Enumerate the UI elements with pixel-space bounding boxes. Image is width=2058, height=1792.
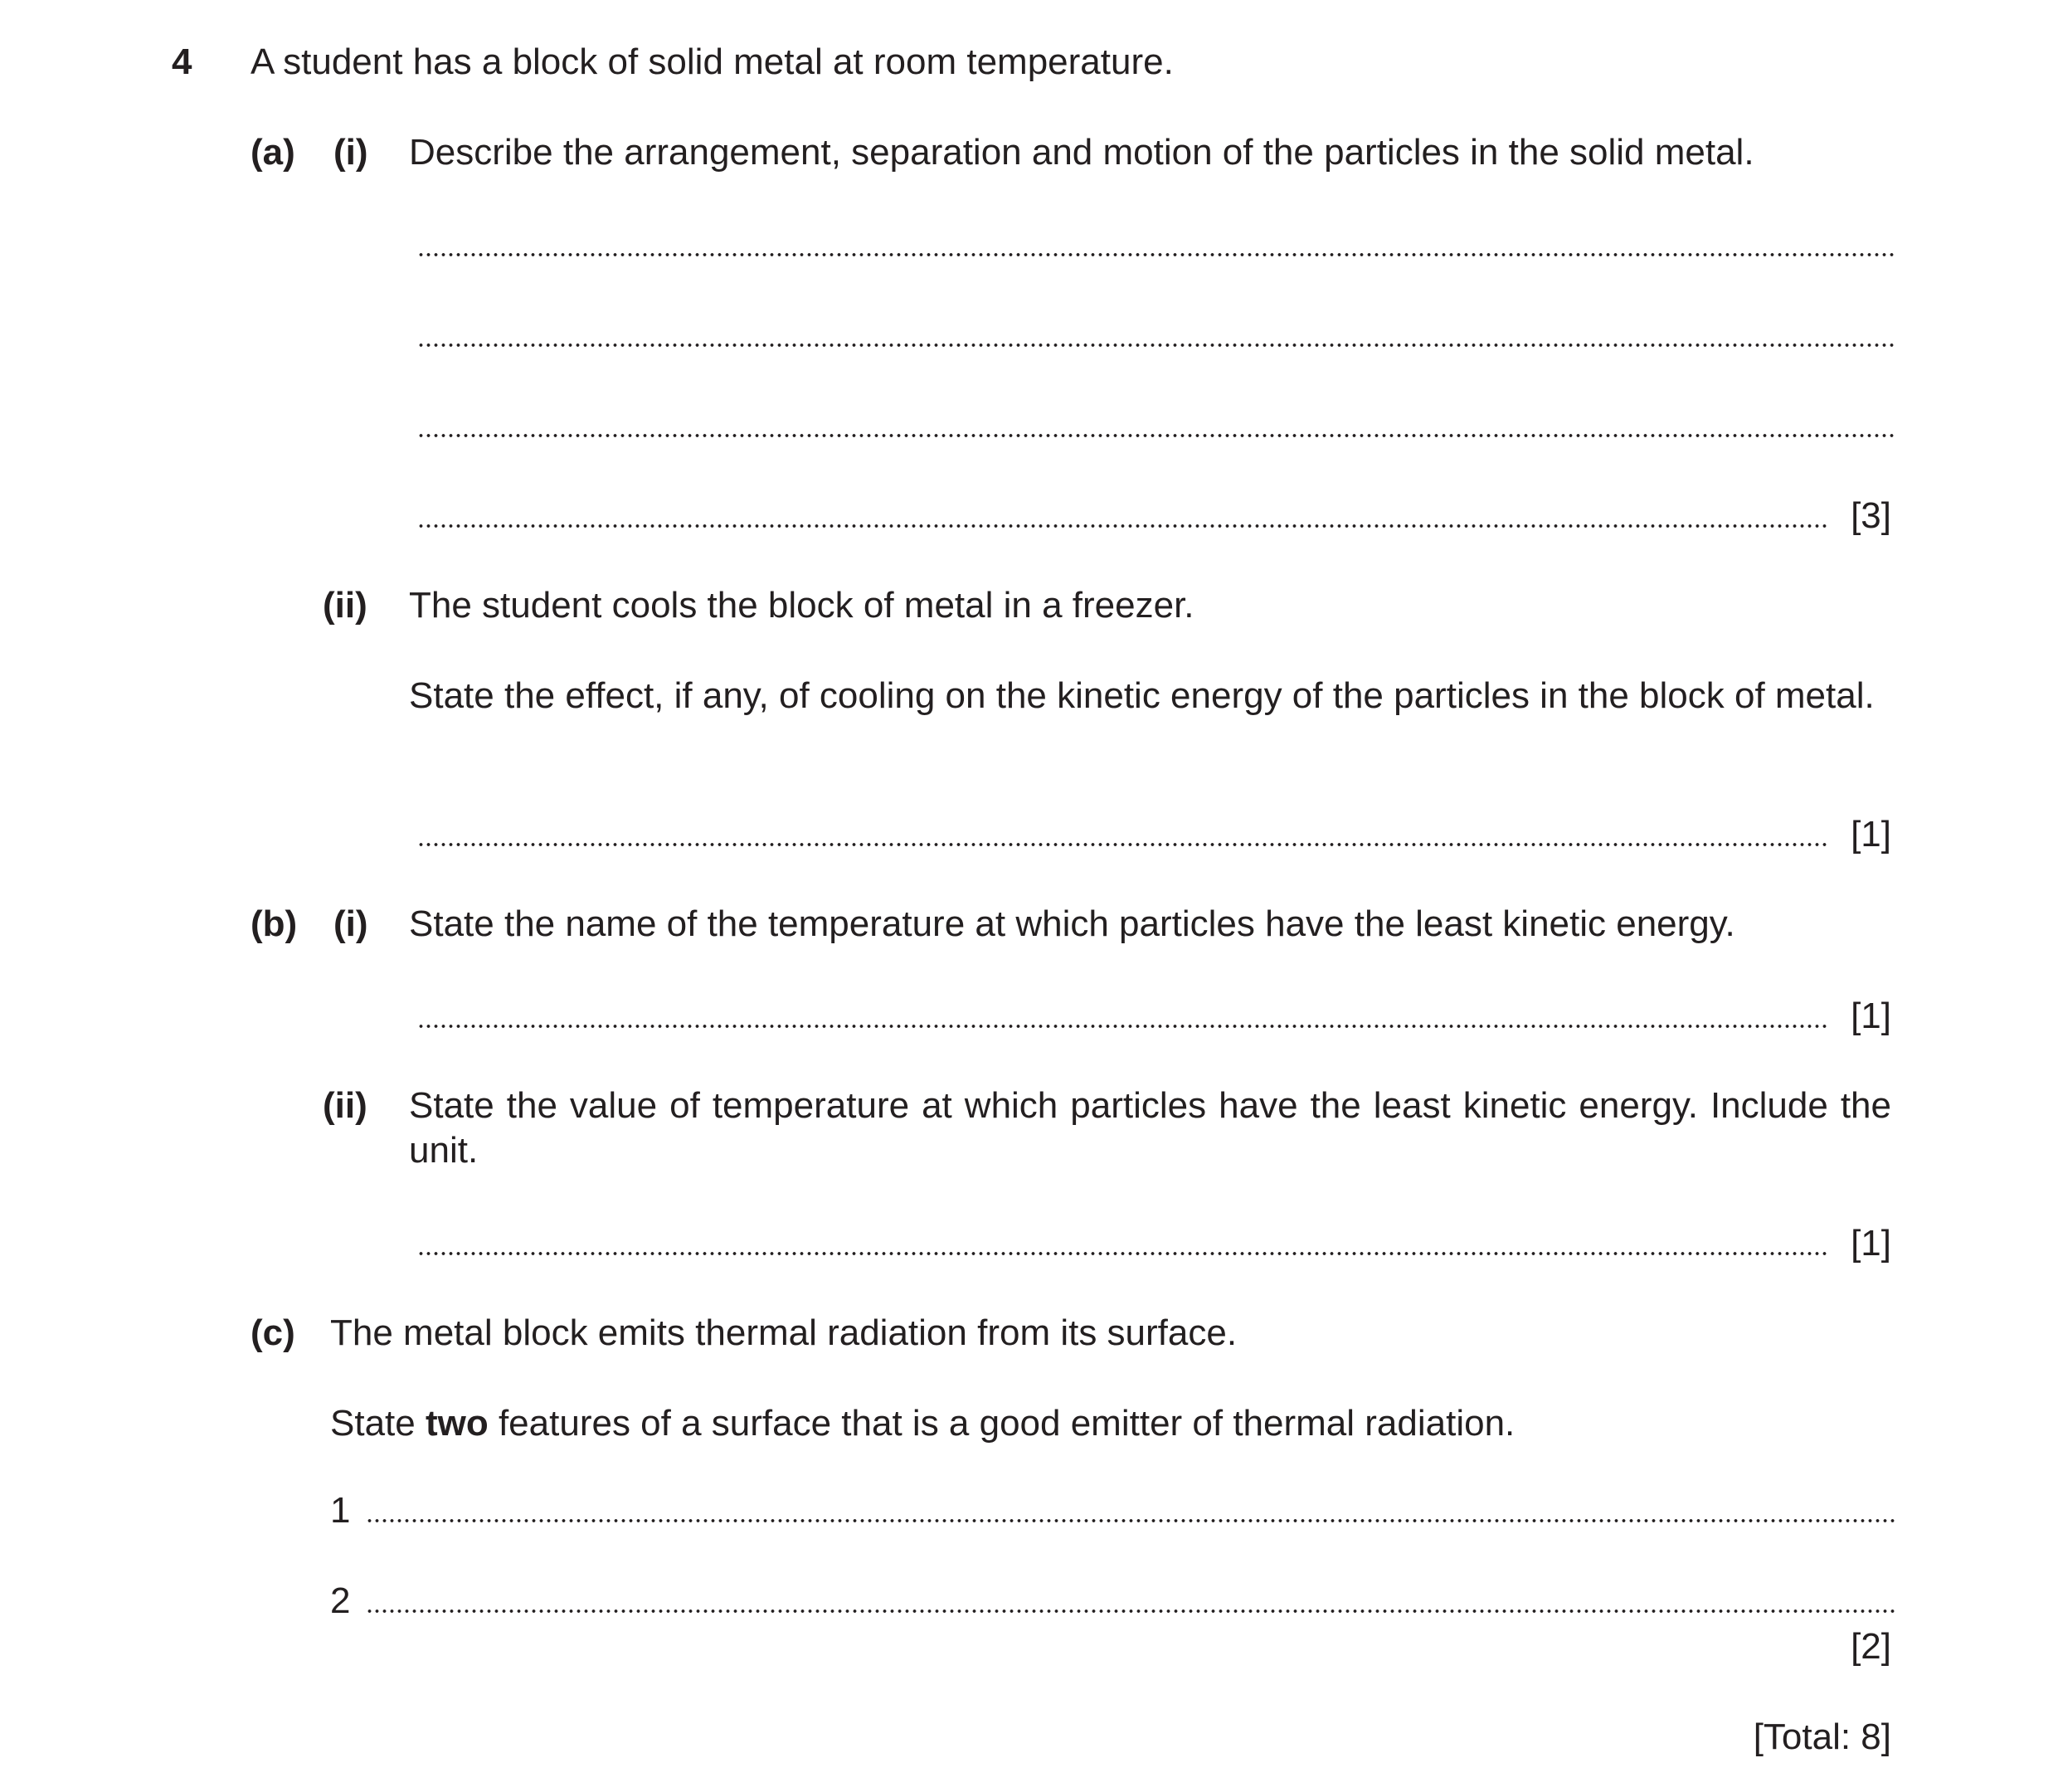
- part-c-text1: The metal block emits thermal radiation from its surface.: [330, 1312, 1238, 1353]
- subpart-b-i-text: State the name of the temperature at which particles have the least kinetic energy.: [409, 903, 1735, 944]
- question-stem: A student has a block of solid metal at room temperature.: [251, 41, 1174, 82]
- answer-line-b-i[interactable]: [417, 1024, 1827, 1029]
- marks-c: [2]: [1851, 1626, 1891, 1667]
- question-number: 4: [172, 41, 192, 82]
- answer-line-a-i-1[interactable]: [417, 252, 1897, 257]
- marks-b-ii: [1]: [1851, 1223, 1891, 1264]
- marks-a-i: [3]: [1851, 495, 1891, 536]
- answer-number-2: 2: [330, 1580, 351, 1621]
- part-c-text2-pre: State: [330, 1403, 426, 1444]
- answer-line-b-ii[interactable]: [417, 1251, 1827, 1256]
- subpart-b-ii-text: State the value of temperature at which particles have the least kinetic energy. Include the unit.: [409, 1085, 1891, 1171]
- part-c-text2: [330, 1401, 1515, 1446]
- marks-b-i: [1]: [1851, 996, 1891, 1036]
- answer-line-a-i-2[interactable]: [417, 343, 1897, 348]
- part-a-label: (a): [251, 132, 295, 173]
- part-c-label: (c): [251, 1312, 295, 1353]
- subpart-b-i-label: (i): [333, 903, 368, 944]
- answer-line-a-i-3[interactable]: [417, 433, 1897, 438]
- part-c-text2-bold: two: [425, 1403, 489, 1444]
- subpart-b-ii-label: (ii): [323, 1085, 367, 1126]
- subpart-a-i-label: (i): [333, 132, 368, 173]
- answer-line-c-1[interactable]: [366, 1518, 1897, 1523]
- total-marks: [Total: 8]: [1753, 1717, 1891, 1757]
- marks-a-ii: [1]: [1851, 814, 1891, 855]
- answer-line-c-2[interactable]: [366, 1609, 1897, 1614]
- answer-line-a-i-4[interactable]: [417, 523, 1827, 528]
- answer-number-1: 1: [330, 1490, 351, 1531]
- part-b-label: (b): [251, 903, 298, 944]
- subpart-a-ii-text2: State the effect, if any, of cooling on the kinetic energy of the particles in the block of metal.: [409, 675, 1875, 716]
- subpart-a-ii-label: (ii): [323, 585, 367, 626]
- part-c-text2-post: features of a surface that is a good emitter of thermal radiation.: [488, 1403, 1516, 1444]
- answer-line-a-ii[interactable]: [417, 842, 1827, 847]
- subpart-a-i-text: Describe the arrangement, separation and motion of the particles in the solid metal.: [409, 132, 1754, 173]
- subpart-a-ii-text1: The student cools the block of metal in a freezer.: [409, 585, 1194, 626]
